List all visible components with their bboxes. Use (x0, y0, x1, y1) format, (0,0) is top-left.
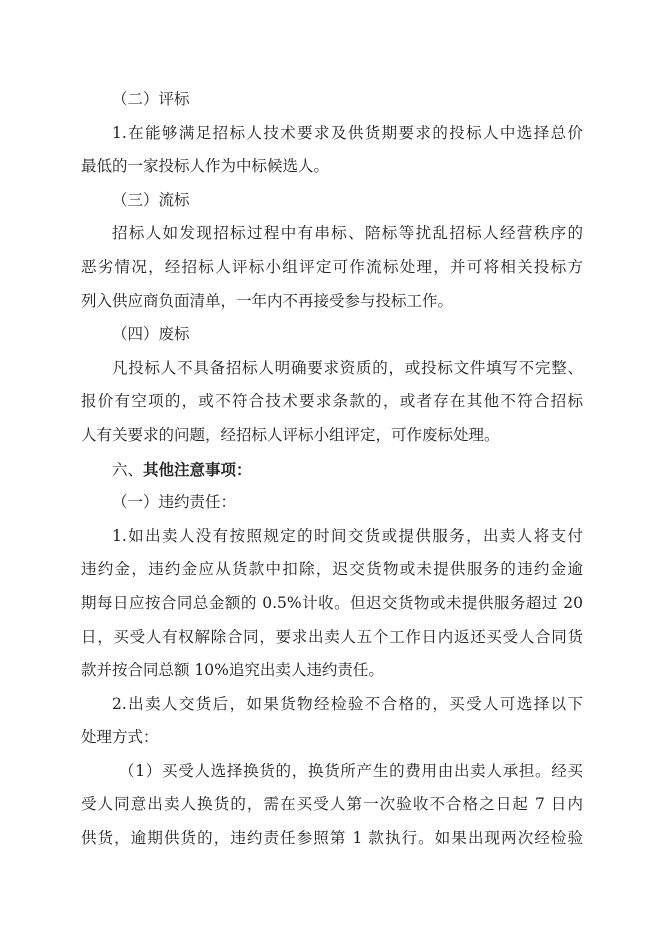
text-line: 日，买受人有权解除合同，要求出卖人五个工作日内返还买受人合同货 (81, 627, 583, 646)
paragraph (81, 318, 583, 352)
section-heading (81, 453, 583, 487)
paragraph (81, 486, 583, 520)
text-line: （二）评标 (112, 90, 190, 108)
text-line: 凡投标人不具备招标人明确要求资质的，或投标文件填写不完整、 (112, 358, 583, 377)
text-line: 期每日应按合同总金额的 0.5%计收。但迟交货物或未提供服务超过 20 (81, 593, 583, 612)
heading-number: 六、 (112, 460, 144, 479)
text-line: （一）违约责任： (112, 493, 237, 512)
paragraph (81, 688, 583, 755)
text-line: 招标人如发现招标过程中有串标、陪标等扰乱招标人经营秩序的 (112, 224, 583, 243)
paragraph (81, 184, 583, 218)
text-line: 人有关要求的问题，经招标人评标小组评定，可作废标处理。 (81, 425, 500, 444)
text-line: 违约金，违约金应从货款中扣除，迟交货物或未提供服务的违约金逾 (81, 560, 583, 579)
text-line: 列入供应商负面清单，一年内不再接受参与投标工作。 (81, 291, 454, 310)
document-page (81, 83, 583, 856)
heading-line (81, 453, 583, 487)
text-line: （四）废标 (112, 325, 190, 344)
text-line: 供货，逾期供货的，违约责任参照第 1 款执行。如果出现两次经检验 (81, 829, 583, 848)
text-line: 报价有空项的，或不符合技术要求条款的，或者存在其他不符合招标 (81, 392, 583, 411)
heading-title: 其他注意事项： (143, 459, 252, 479)
paragraph (81, 520, 583, 688)
text-line: 最低的一家投标人作为中标候选人。 (81, 157, 330, 176)
paragraph (81, 117, 583, 184)
text-line: （1）买受人选择换货的，换货所产生的费用由出卖人承担。经买 (119, 761, 583, 780)
text-line: （三）流标 (112, 190, 190, 209)
text-line: 2.出卖人交货后，如果货物经检验不合格的，买受人可选择以下 (112, 694, 583, 713)
text-line: 款并按合同总额 10%追究出卖人违约责任。 (81, 661, 384, 680)
paragraph (81, 352, 583, 453)
text-line: 1.在能够满足招标人技术要求及供货期要求的投标人中选择总价 (112, 123, 583, 142)
paragraph (81, 217, 583, 318)
text-line: 1.如出卖人没有按照规定的时间交货或提供服务，出卖人将支付 (112, 526, 583, 545)
text-line: 受人同意出卖人换货的，需在买受人第一次验收不合格之日起 7 日内 (81, 795, 583, 814)
text-line: 处理方式： (81, 728, 159, 747)
paragraph (81, 83, 583, 117)
text-line: 恶劣情况，经招标人评标小组评定可作流标处理，并可将相关投标方 (81, 257, 583, 276)
paragraph (81, 755, 583, 856)
